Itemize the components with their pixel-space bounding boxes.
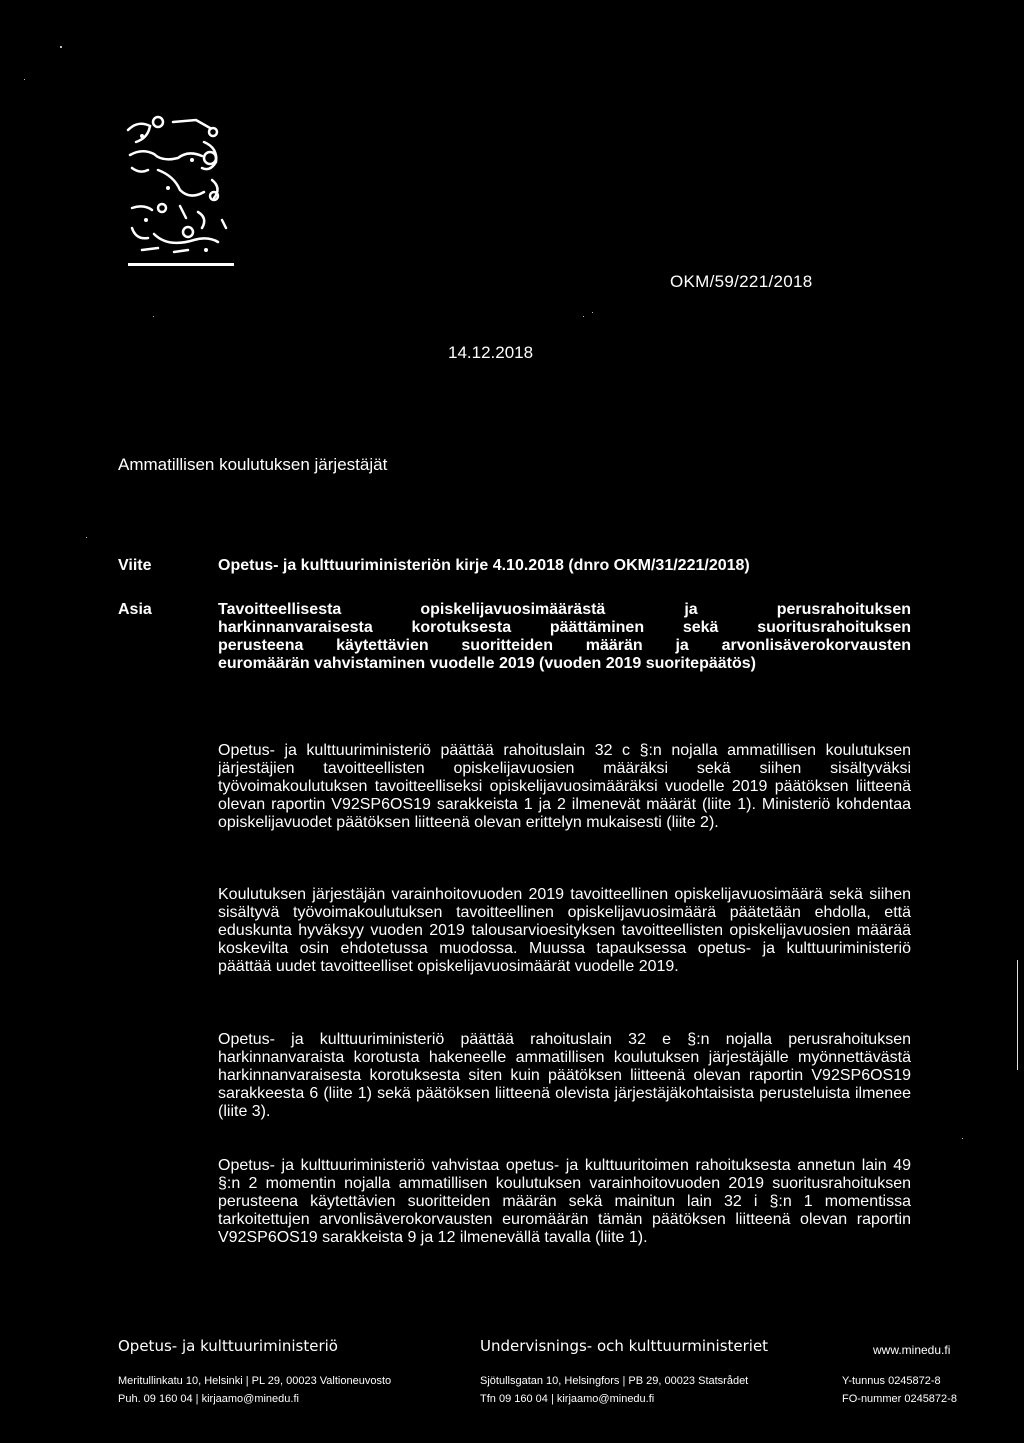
subject-line: euromäärän vahvistaminen vuodelle 2019 (vuoden 2019 suoritepäätös): [218, 655, 756, 672]
scan-speck: [153, 316, 154, 317]
footer-contact-sv: Tfn 09 160 04 | kirjaamo@minedu.fi: [480, 1393, 655, 1405]
coat-of-arms-logo: [118, 100, 234, 268]
scan-speck: [583, 316, 584, 317]
footer-address-sv: Sjötullsgatan 10, Helsingfors | PB 29, 00023 Statsrådet: [480, 1375, 749, 1387]
subject-text: [218, 601, 911, 673]
footer-business-id-fi: Y-tunnus 0245872-8: [842, 1375, 941, 1387]
scan-speck: [86, 537, 87, 538]
subject-line: harkinnanvaraisesta korotuksesta päättäminen sekä suoritusrahoituksen: [218, 619, 911, 636]
scan-line: [1017, 960, 1018, 1070]
subject-line: Tavoitteellisesta opiskelijavuosimäärästä ja perusrahoituksen: [218, 601, 911, 618]
registration-number: OKM/59/221/2018: [670, 272, 813, 291]
body-paragraph: Opetus- ja kulttuuriministeriö vahvistaa opetus- ja kulttuuritoimen rahoituksesta annetun lain 49 §:n 2 momentin nojalla ammatillisen koulutuksen varainhoitovuoden 2019 suoritusrahoituksen perusteena käytettävien suoritteiden määrän sekä mainitun lain 32 i §:n 1 momentissa tarkoitettujen arvonlisäverokorvausten euromäärän tämän päätöksen liitteenä olevan raportin V92SP6OS19 sarakkeista 9 ja 12 ilmenevällä tavalla (liite 1).: [218, 1157, 911, 1246]
reference-text: Opetus- ja kulttuuriministeriön kirje 4.10.2018 (dnro OKM/31/221/2018): [218, 557, 750, 574]
footer-ministry-name-sv: Undervisnings- och kulttuurministeriet: [480, 1337, 769, 1355]
subject-label: Asia: [118, 601, 152, 618]
document-date: 14.12.2018: [448, 343, 534, 362]
footer-contact-fi: Puh. 09 160 04 | kirjaamo@minedu.fi: [118, 1393, 299, 1405]
body-paragraph: Koulutuksen järjestäjän varainhoitovuoden 2019 tavoitteellinen opiskelijavuosimäärä sekä siihen sisältyvä työvoimakoulutuksen tavoitteellinen opiskelijavuosimäärä päätetään ehdolla, että eduskunta hyväksyy vuoden 2019 talousarvioesityksen tavoitteellisten opiskelijavuosien määrää koskevilta osin ehdotetussa muodossa. Muussa tapauksessa opetus- ja kulttuuriministeriö päättää uudet tavoitteelliset opiskelijavuosimäärät vuodelle 2019.: [218, 886, 911, 975]
footer-ministry-name-fi: Opetus- ja kulttuuriministeriö: [118, 1337, 338, 1355]
body-paragraph: Opetus- ja kulttuuriministeriö päättää rahoituslain 32 e §:n nojalla perusrahoituksen harkinnanvaraista korotusta hakeneelle ammatillisen koulutuksen järjestäjälle myönnettävästä harkinnanvaraisesta korotuksesta siten kuin päätöksen liitteenä olevan raportin V92SP6OS19 sarakkeesta 6 (liite 1) sekä päätöksen liitteenä olevista järjestäjäkohtaisista perusteluista ilmenee (liite 3).: [218, 1031, 911, 1120]
footer-address-fi: Meritullinkatu 10, Helsinki | PL 29, 00023 Valtioneuvosto: [118, 1375, 392, 1387]
footer-website-link[interactable]: www.minedu.fi: [873, 1343, 951, 1357]
scan-speck: [24, 79, 25, 80]
footer-business-id-sv: FO-nummer 0245872-8: [842, 1393, 957, 1405]
body-paragraph: Opetus- ja kulttuuriministeriö päättää rahoituslain 32 c §:n nojalla ammatillisen koulutuksen järjestäjien tavoitteellisten opiskelijavuosien määräksi sekä siihen sisältyväksi työvoimakoulutuksen tavoitteelliseksi opiskelijavuosimääräksi vuodelle 2019 päätöksen liitteenä olevan raportin V92SP6OS19 sarakkeista 1 ja 2 ilmenevät määrät (liite 1). Ministeriö kohdentaa opiskelijavuodet päätöksen liitteenä olevan erittelyn mukaisesti (liite 2).: [218, 742, 911, 831]
recipient: Ammatillisen koulutuksen järjestäjät: [118, 455, 388, 474]
scan-speck: [962, 1138, 963, 1139]
scan-speck: [592, 312, 593, 313]
reference-label: Viite: [118, 557, 152, 574]
scan-speck: [60, 46, 62, 48]
subject-line: perusteena käytettävien suoritteiden määrän ja arvonlisäverokorvausten: [218, 637, 911, 654]
